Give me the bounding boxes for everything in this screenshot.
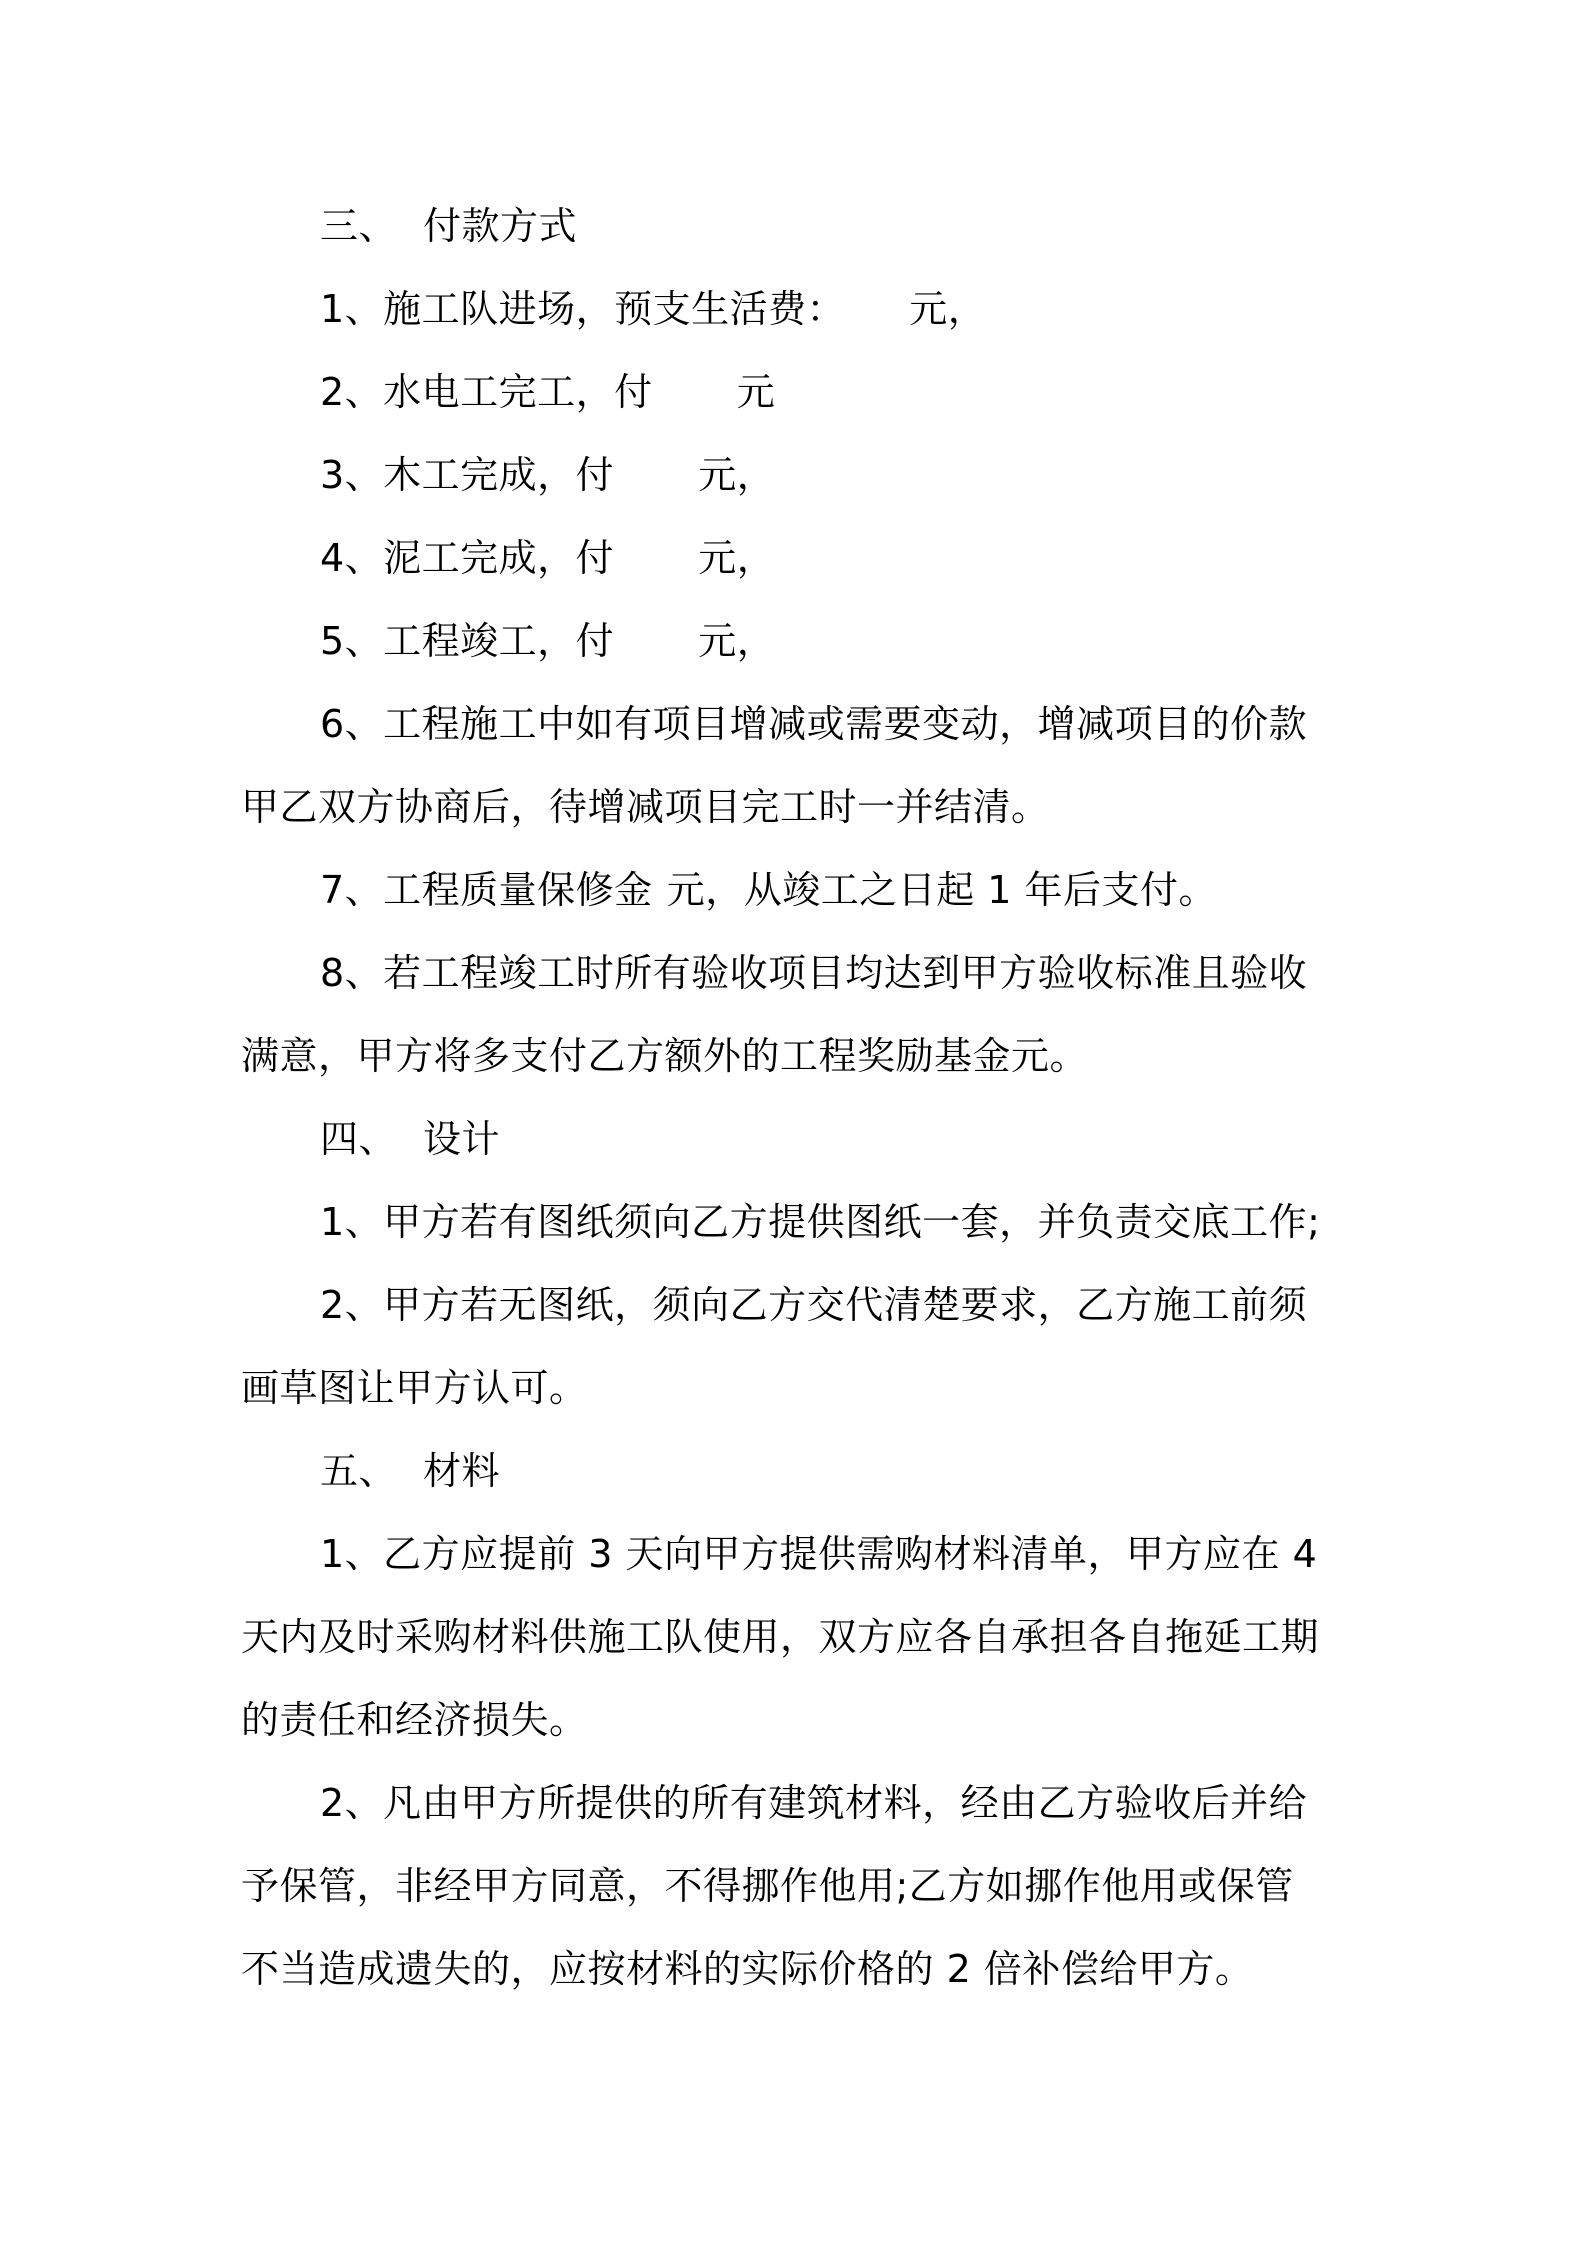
payment-item-8-line-2: 满意，甲方将多支付乙方额外的工程奖励基金元。: [241, 1034, 1089, 1078]
payment-item-4: 4、泥工完成，付 元，: [320, 536, 776, 580]
section-title: 付款方式: [423, 204, 578, 248]
section-heading-design: [241, 1098, 1351, 1181]
design-item-2-line-2: 画草图让甲方认可。: [241, 1366, 588, 1410]
payment-item-3: 3、木工完成，付 元，: [320, 453, 776, 497]
section-title: 设计: [423, 1117, 501, 1161]
materials-item-2-line-1: 2、凡由甲方所提供的所有建筑材料，经由乙方验收后并给: [320, 1781, 1308, 1825]
materials-item-1-line-3: 的责任和经济损失。: [241, 1698, 588, 1742]
materials-item-2-line-3: 不当造成遗失的，应按材料的实际价格的 2 倍补偿给甲方。: [241, 1947, 1254, 1991]
payment-item-8-line-1: 8、若工程竣工时所有验收项目均达到甲方验收标准且验收: [320, 951, 1308, 995]
design-item-2-line-1: 2、甲方若无图纸，须向乙方交代清楚要求，乙方施工前须: [320, 1283, 1308, 1327]
materials-item-2-line-2: 予保管，非经甲方同意，不得挪作他用;乙方如挪作他用或保管: [241, 1864, 1294, 1908]
payment-item-2: 2、水电工完工，付 元: [320, 370, 776, 414]
payment-item-6-line-2: 甲乙双方协商后，待增减项目完工时一并结清。: [241, 785, 1050, 829]
payment-item-6-line-1: 6、工程施工中如有项目增减或需要变动，增减项目的价款: [320, 702, 1308, 746]
payment-item-5: 5、工程竣工，付 元，: [320, 619, 776, 663]
payment-item-7: 7、工程质量保修金 元，从竣工之日起 1 年后支付。: [320, 868, 1218, 912]
section-number: 五、: [320, 1449, 398, 1493]
materials-item-1-line-1: 1、乙方应提前 3 天向甲方提供需购材料清单，甲方应在 4: [320, 1532, 1318, 1576]
document-body: [241, 185, 1351, 2011]
section-number: 四、: [320, 1117, 398, 1161]
section-heading-payment: [241, 185, 1351, 268]
design-item-1: 1、甲方若有图纸须向乙方提供图纸一套，并负责交底工作;: [320, 1200, 1321, 1244]
materials-item-1-line-2: 天内及时采购材料供施工队使用，双方应各自承担各自拖延工期: [241, 1615, 1320, 1659]
payment-item-1: 1、施工队进场，预支生活费： 元，: [320, 287, 987, 331]
section-number: 三、: [320, 204, 398, 248]
section-title: 材料: [423, 1449, 501, 1493]
section-heading-materials: [241, 1430, 1351, 1513]
